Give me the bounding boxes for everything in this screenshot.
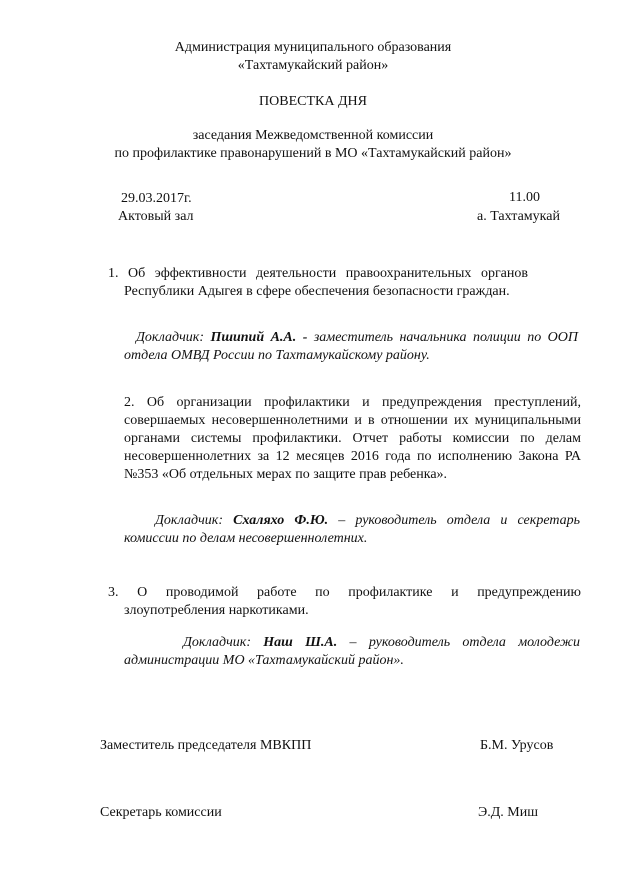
meeting-time: 11.00 xyxy=(509,190,540,205)
agenda-item-2-line-2: совершаемых несовершеннолетними и в отношении их муниципальными xyxy=(124,413,581,428)
speaker-name: Пшипий А.А. - xyxy=(210,330,308,345)
organization-name: Администрация муниципального образования xyxy=(174,40,452,55)
speaker-role: заместитель начальника полиции по ООП xyxy=(313,330,578,345)
agenda-item-2-speaker-line-2: комиссии по делам несовершеннолетних. xyxy=(124,531,368,546)
signature-name-deputy-chairman: Б.М. Урусов xyxy=(480,738,554,753)
speaker-name: Наш Ш.А. xyxy=(263,635,338,650)
agenda-item-1-line-1: 1. Об эффективности деятельности правоохранительных органов xyxy=(108,266,528,281)
meeting-room: Актовый зал xyxy=(118,209,194,224)
agenda-item-1-speaker-line-2: отдела ОМВД России по Тахтамукайскому району. xyxy=(124,348,430,363)
speaker-label: Докладчик: xyxy=(136,330,204,345)
speaker-role: – руководитель отдела молодежи xyxy=(349,635,581,650)
meeting-date: 29.03.2017г. xyxy=(121,191,192,206)
signature-role-secretary: Секретарь комиссии xyxy=(100,805,222,820)
speaker-role: – руководитель отдела и секретарь xyxy=(338,513,581,528)
agenda-item-3-line-2: злоупотребления наркотиками. xyxy=(124,603,309,618)
agenda-item-3-speaker xyxy=(183,634,580,652)
agenda-item-3-speaker-line-2: администрации МО «Тахтамукайский район». xyxy=(124,653,404,668)
speaker-label: Докладчик: xyxy=(183,635,251,650)
organization-district: «Тахтамукайский район» xyxy=(237,58,389,73)
page-title: ПОВЕСТКА ДНЯ xyxy=(259,94,367,109)
agenda-item-2-line-1: 2. Об организации профилактики и предупреждения преступлений, xyxy=(124,395,581,410)
agenda-item-1-line-2: Республики Адыгея в сфере обеспечения безопасности граждан. xyxy=(124,284,510,299)
agenda-item-2-line-5: №353 «Об отдельных мерах по защите прав ребенка». xyxy=(124,467,448,482)
agenda-item-2-line-4: несовершеннолетних за 12 месяцев 2016 года по исполнению Закона РА xyxy=(124,449,581,464)
agenda-item-2-line-3: органами системы профилактики. Отчет работы комиссии по делам xyxy=(124,431,581,446)
agenda-item-2-speaker xyxy=(155,512,580,530)
agenda-item-1-speaker xyxy=(136,329,578,347)
speaker-name: Схаляхо Ф.Ю. xyxy=(233,513,329,528)
signature-role-deputy-chairman: Заместитель председателя МВКПП xyxy=(100,738,312,753)
agenda-item-3-line-1: 3. О проводимой работе по профилактике и предупреждению xyxy=(108,585,581,600)
signature-name-secretary: Э.Д. Миш xyxy=(478,805,539,820)
speaker-label: Докладчик: xyxy=(155,513,223,528)
meeting-place: а. Тахтамукай xyxy=(477,209,560,224)
subtitle-line-1: заседания Межведомственной комиссии xyxy=(192,128,434,143)
subtitle-line-2: по профилактике правонарушений в МО «Тахтамукайский район» xyxy=(114,146,512,161)
